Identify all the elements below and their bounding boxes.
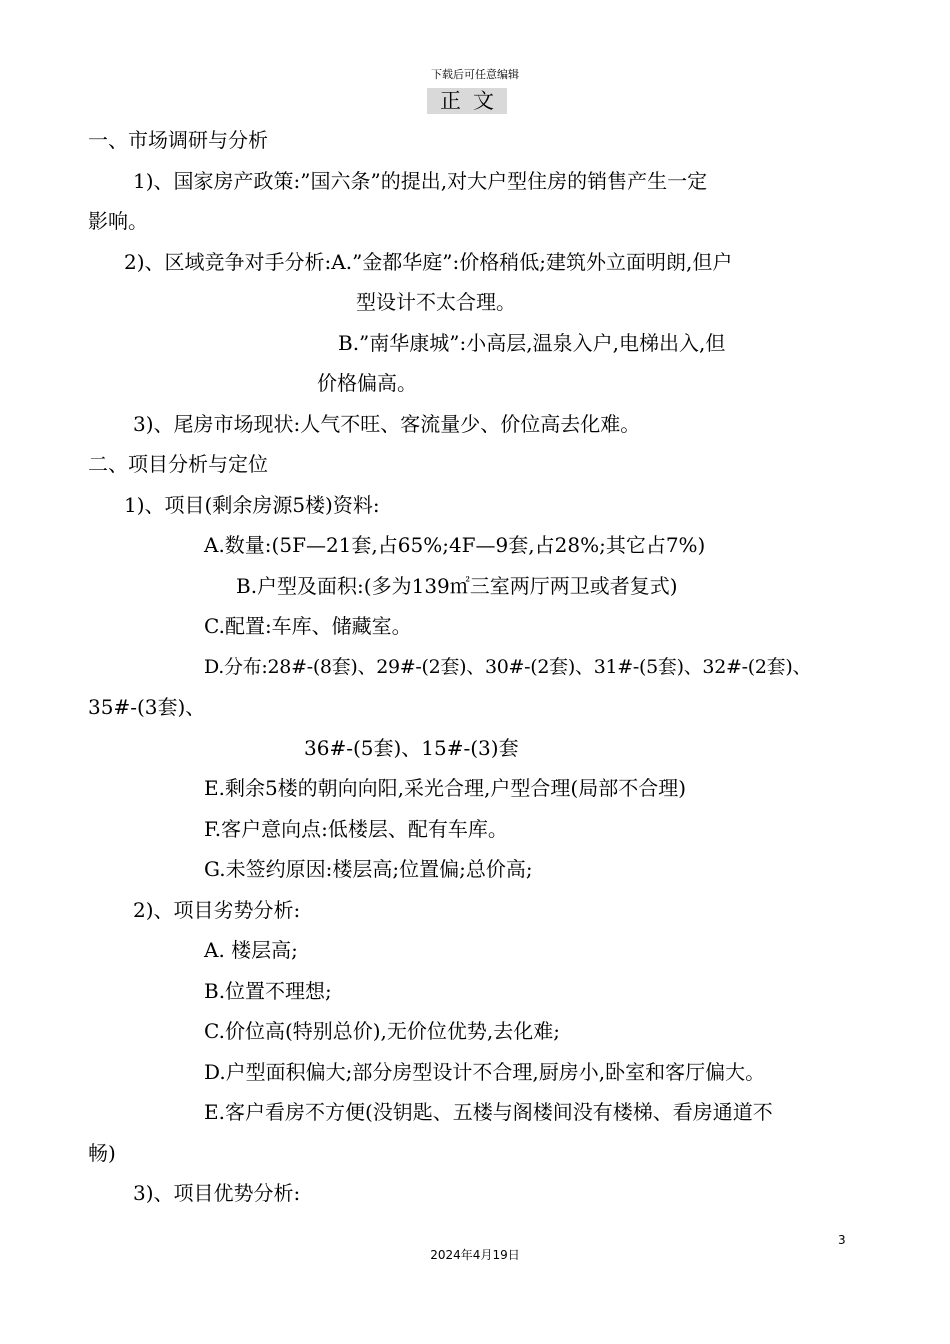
paragraph-line: 2)、项目劣势分析: xyxy=(133,898,301,922)
list-item: G.未签约原因:楼层高;位置偏;总价高; xyxy=(204,857,533,881)
page-header: 下载后可任意编辑 xyxy=(431,68,519,81)
paragraph-line: 3)、尾房市场现状:人气不旺、客流量少、价位高去化难。 xyxy=(133,412,641,436)
page-footer-date: 2024年4月19日 xyxy=(430,1248,520,1262)
paragraph-line: 35#-(3套)、 xyxy=(88,695,206,719)
list-item: D.户型面积偏大;部分房型设计不合理,厨房小,卧室和客厅偏大。 xyxy=(204,1060,766,1084)
list-item: D.分布:28#-(8套)、29#-(2套)、30#-(2套)、31#-(5套)、32#-(2套)、 xyxy=(204,656,812,678)
list-item: A. 楼层高; xyxy=(204,938,298,962)
list-item: C.价位高(特别总价),无价位优势,去化难; xyxy=(204,1019,561,1043)
paragraph-line: 2)、区域竞争对手分析:A.”金都华庭”:价格稍低;建筑外立面明朗,但户 xyxy=(124,250,733,274)
paragraph-line: 畅) xyxy=(88,1141,116,1165)
paragraph-line: 36#-(5套)、15#-(3)套 xyxy=(304,736,519,760)
section-heading-project: 二、项目分析与定位 xyxy=(88,452,268,476)
paragraph-line: 型设计不太合理。 xyxy=(356,290,516,314)
paragraph-line: 价格偏高。 xyxy=(317,371,417,395)
document-title: 正文 xyxy=(427,88,507,114)
list-item: A.数量:(5F—21套,占65%;4F—9套,占28%;其它占7%) xyxy=(204,533,706,557)
list-item: E.剩余5楼的朝向向阳,采光合理,户型合理(局部不合理) xyxy=(204,776,687,800)
paragraph-line: 影响。 xyxy=(88,209,148,233)
paragraph-line: 1)、项目(剩余房源5楼)资料: xyxy=(124,493,380,517)
paragraph-line: B.”南华康城”:小高层,温泉入户,电梯出入,但 xyxy=(338,331,726,355)
list-item: B.户型及面积:(多为139㎡三室两厅两卫或者复式) xyxy=(236,574,678,598)
list-item: F.客户意向点:低楼层、配有车库。 xyxy=(204,817,508,841)
paragraph-line: 1)、国家房产政策:”国六条”的提出,对大户型住房的销售产生一定 xyxy=(133,169,708,193)
page-number: 3 xyxy=(838,1233,846,1247)
list-item: C.配置:车库、储藏室。 xyxy=(204,614,412,638)
section-heading-market: 一、市场调研与分析 xyxy=(88,128,268,152)
list-item: B.位置不理想; xyxy=(204,979,332,1003)
list-item: E.客户看房不方便(没钥匙、五楼与阁楼间没有楼梯、看房通道不 xyxy=(204,1100,773,1124)
paragraph-line: 3)、项目优势分析: xyxy=(133,1181,301,1205)
